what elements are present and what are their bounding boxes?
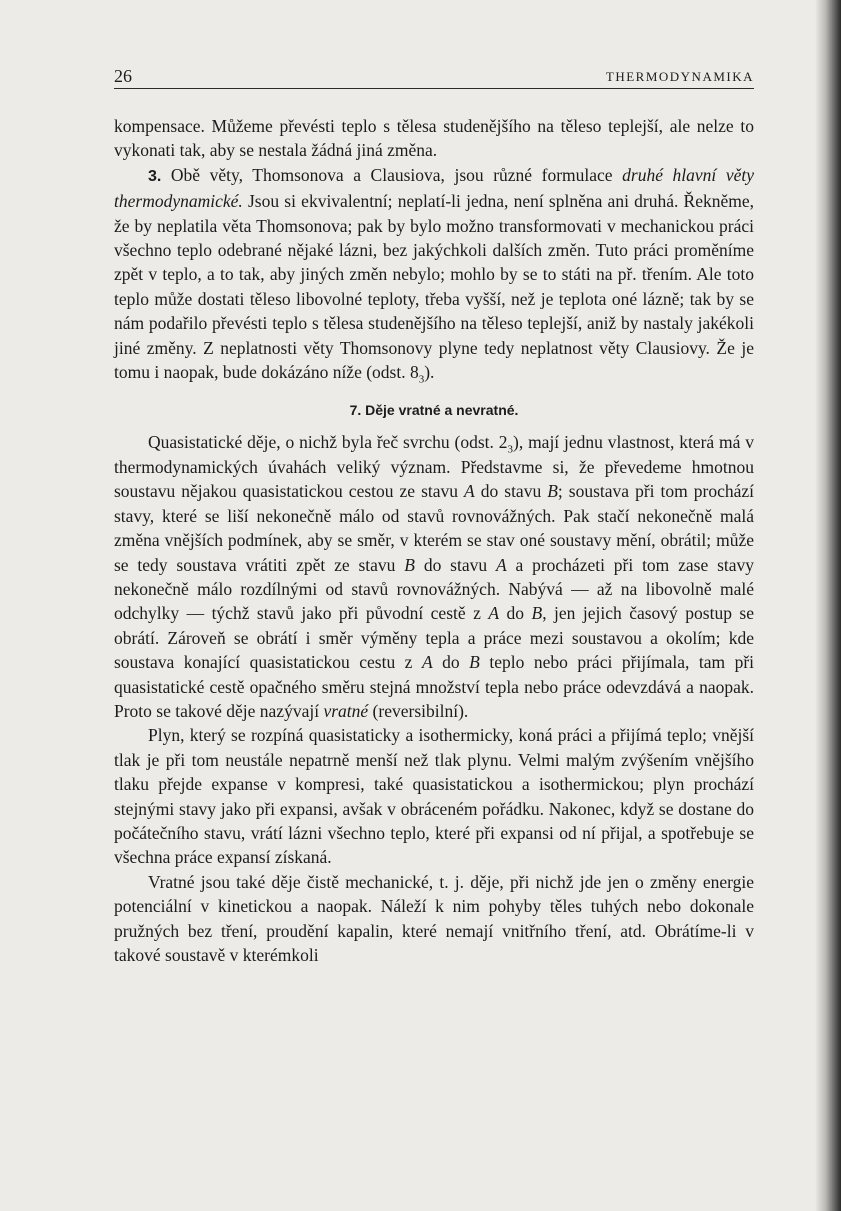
page-edge-shadow	[815, 0, 841, 1211]
running-title: THERMODYNAMIKA	[605, 69, 754, 84]
paragraph-1: kompensace. Můžeme převésti teplo s tělesa studenějšího na těleso teplejší, ale nelze to vykonati tak, aby se nestala žádná jiná změna.	[114, 116, 754, 161]
body-text	[114, 114, 754, 967]
section-heading: 7. Děje vratné a nevratné.	[349, 402, 519, 419]
emphasis-text: vratné	[323, 700, 369, 721]
emphasis-text: druhé hlavní věty thermodynamické.	[114, 164, 755, 212]
paragraph-5: Vratné jsou také děje čistě mechanické, t. j. děje, při nichž jde jen o změny energie potenciální v kinetickou a naopak. Náleží k nim pohyby těles tuhých nebo dokonale pružných bez tření, proudění kapalin, které nemají vnitřního tření, atd. Obrátíme-li v takové soustavě v kterémkoli	[114, 871, 754, 965]
paragraph-4: Plyn, který se rozpíná quasistaticky a isothermicky, koná práci a přijímá teplo; vnější tlak je při tom neustále nepatrně menší než tlak plynu. Velmi malým zvýšením vnějšího tlaku přejde expanse v kompresi, také quasistatickou a isothermickou; plyn prochází stejnými stavy jako při expansi, avšak v obráceném pořádku. Nakonec, když se dostane do počátečního stavu, vrátí lázni všechno teplo, které při expansi od ní přijal, a spotřebuje se všechna práce expansí získaná.	[114, 725, 754, 868]
page-number: 26	[114, 66, 132, 86]
paragraph-number: 3.	[148, 167, 162, 185]
page-header	[114, 66, 754, 89]
paragraph-2: 3. Obě věty, Thomsonova a Clausiova, jsou různé formulace druhé hlavní věty thermodynamické. Jsou si ekvivalentní; neplatí-li jedna, není splněna ani druhá. Řekněme, že by neplatila věta Thomsonova; pak by bylo možno transformovati v mechanickou práci všechno teplo odebrané nějaké lázni, bez jakýchkoli dalších změn. Tuto práci proměníme zpět v teplo, a to tak, aby jiných změn nebylo; mohlo by se to státi na př. třením. Ale toto teplo může dostati těleso libovolné teploty, třeba vyšší, než je teplota oné lázně; tak by se nám podařilo převésti teplo s tělesa studenějšího na těleso teplejší, aniž by nastaly jakékoli jiné změny. Z neplatnosti věty Thomsonovy plyne tedy neplatnost věty Clausiovy. Že je tomu i naopak, bude dokázáno níže (odst. $8_3$).	[114, 164, 755, 386]
paragraph-3: Quasistatické děje, o nichž byla řeč svrchu (odst. $2_3$), mají jednu vlastnost, která má v thermodynamických úvahách veliký význam. Představme si, že převedeme hmotnou soustavu nějakou quasistatickou cestou ze stavu A do stavu B; soustava při tom prochází stavy, které se liší nekonečně málo od stavů rovnovážných. Pak stačí nekonečně malá změna vnějších podmínek, aby se směr, v kterém se stav oné soustavy mění, obrátil; může se tedy soustava vrátiti zpět ze stavu B do stavu A a procházeti při tom zase stavy nekonečně málo rozdílnými od stavů rovnovážných. Nabývá — až na libovolně malé odchylky — týchž stavů jako při původní cestě z A do B, jen jejich časový postup se obrátí. Zároveň se obrátí i směr výměny tepla a práce mezi soustavou a okolím; kde soustava konající quasistatickou cestu z A do B teplo nebo práci přijímala, tam při quasistatické cestě opačného směru stejná množství tepla nebo práce odevzdává a naopak. Proto se takové děje nazývají vratné (reversibilní).	[114, 432, 755, 721]
